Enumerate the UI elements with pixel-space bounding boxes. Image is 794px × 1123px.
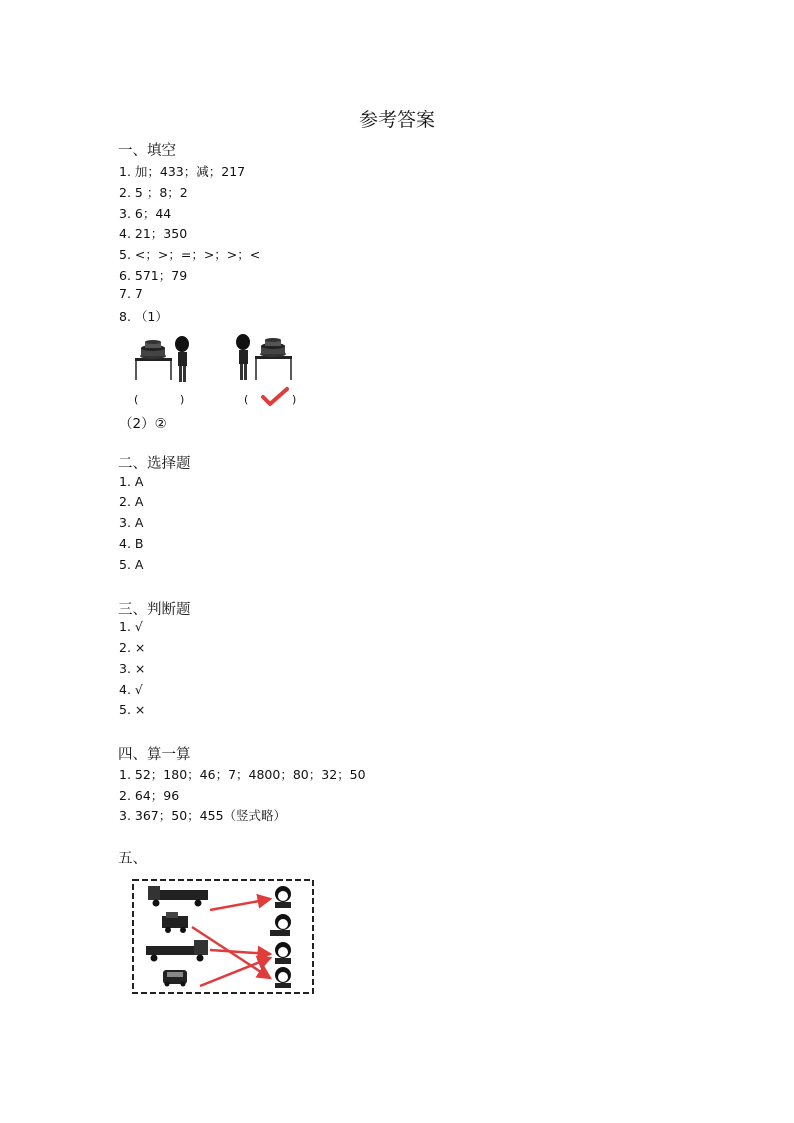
match-arrow-1 <box>210 899 270 910</box>
s2-item-4: 4. B <box>119 536 144 551</box>
s3-item-5: 5. × <box>119 702 146 717</box>
s1-item-5: 5. <；>；=；>；>；< <box>119 247 261 262</box>
s1-item-2: 2. 5 ；8；2 <box>119 185 188 200</box>
s1-item-4: 4. 21；350 <box>119 226 188 241</box>
s2-item-5: 5. A <box>119 557 144 572</box>
s4-item-3: 3. 367；50；455（竖式略） <box>119 808 287 823</box>
section-5-heading: 五、 <box>118 851 147 867</box>
vehicles-to-people-matching-illustration <box>120 872 320 1000</box>
section-2-heading: 二、选择题 <box>118 456 191 472</box>
s2-item-2: 2. A <box>119 494 144 509</box>
checkmark-icon <box>260 386 290 408</box>
s1-item-1: 1. 加；433；减；217 <box>119 164 246 179</box>
section-4-heading: 四、算一算 <box>118 747 191 763</box>
section-3-heading: 三、判断题 <box>118 602 191 618</box>
page-title: 参考答案 <box>358 109 435 131</box>
truck-icon <box>148 886 208 907</box>
s3-item-2: 2. × <box>119 640 146 655</box>
s4-item-2: 2. 64；96 <box>119 788 180 803</box>
section-1-heading: 一、填空 <box>118 143 176 159</box>
match-arrow-3 <box>210 950 270 954</box>
s1-item-6: 6. 571；79 <box>119 268 188 283</box>
option-a-paren-left: ( <box>134 393 139 406</box>
s2-item-1: 1. A <box>119 474 144 489</box>
s3-item-4: 4. √ <box>119 682 143 697</box>
option-b-paren-right: ) <box>292 393 297 406</box>
option-b-paren-left: ( <box>244 393 249 406</box>
s4-item-1: 1. 52；180；46；7；4800；80；32；50 <box>119 767 366 782</box>
car-icon <box>163 970 187 987</box>
s3-item-3: 3. × <box>119 661 146 676</box>
s1-item-7: 7. 7 <box>119 286 143 301</box>
small-truck-icon <box>162 912 188 933</box>
s2-item-3: 3. A <box>119 515 144 530</box>
option-a-paren-right: ) <box>180 393 185 406</box>
s1-item-8: 8. （1） <box>119 309 168 324</box>
flatbed-truck-icon <box>146 940 208 962</box>
person-2-icon <box>270 914 291 936</box>
s1-part-2: （2）② <box>119 416 167 432</box>
s3-item-1: 1. √ <box>119 619 143 634</box>
person-1-icon <box>275 886 291 908</box>
person-3-icon <box>275 942 291 964</box>
person-4-icon <box>275 967 291 988</box>
s1-item-3: 3. 6；44 <box>119 206 172 221</box>
